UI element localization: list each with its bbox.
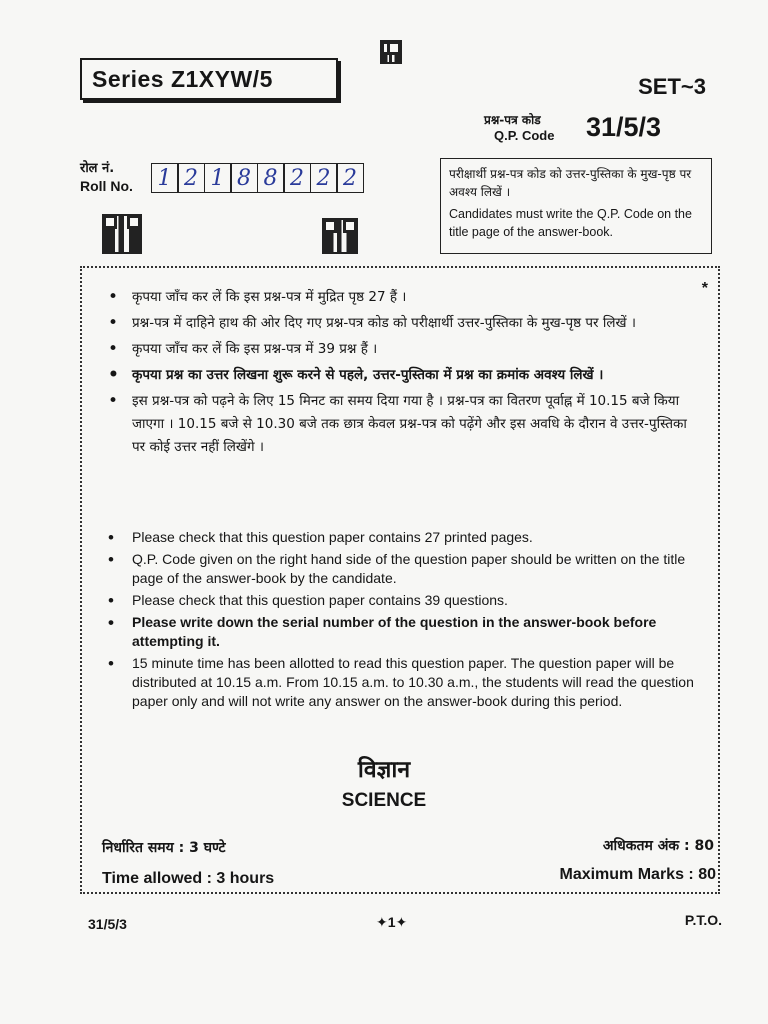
roll-digit: 8 <box>230 163 258 193</box>
max-marks-hindi: अधिकतम अंक : 80 <box>602 838 714 854</box>
qp-code-value: 31/5/3 <box>586 112 662 142</box>
series-label: Series Z1XYW/5 <box>92 65 273 92</box>
set-label: SET~3 <box>638 74 706 99</box>
roll-digit: 2 <box>310 163 338 193</box>
qr-code-top <box>380 40 402 64</box>
qp-code-note-box <box>440 158 712 254</box>
time-allowed-hindi: निर्धारित समय : 3 घण्टे <box>102 840 226 856</box>
page-number: ✦1✦ <box>376 914 408 930</box>
series-box <box>80 58 338 100</box>
roll-digit: 2 <box>336 163 364 193</box>
instruction-item: • कृपया जाँच कर लें कि इस प्रश्न-पत्र में 39 प्रश्न हैं । <box>104 338 702 361</box>
instruction-item: • कृपया जाँच कर लें कि इस प्रश्न-पत्र में मुद्रित पृष्ठ 27 हैं । <box>104 286 702 309</box>
roll-digit: 8 <box>257 163 285 193</box>
roll-label-hindi: रोल नं. <box>80 161 115 176</box>
instruction-item: • Please check that this question paper contains 27 printed pages. <box>104 528 702 547</box>
pto-label: P.T.O. <box>684 912 722 928</box>
instruction-item: • 15 minute time has been allotted to read this question paper. The question paper will be distributed at 10.15 a.m. From 10.15 a.m. to 10.30 a.m., the students will read the question paper only and will not write any answer on the answer-book during this period. <box>104 654 702 711</box>
roll-digit: 2 <box>177 163 205 193</box>
instruction-item: • कृपया प्रश्न का उत्तर लिखना शुरू करने से पहले, उत्तर-पुस्तिका में प्रश्न का क्रमांक अवश्य लिखें । <box>104 364 702 387</box>
subject-hindi: विज्ञान <box>357 757 411 783</box>
roll-number-boxes <box>152 163 364 193</box>
instruction-item: • Please check that this question paper contains 39 questions. <box>104 591 702 610</box>
instructions-hindi <box>104 286 702 462</box>
roll-digit: 1 <box>151 163 179 193</box>
roll-digit: 1 <box>204 163 232 193</box>
max-marks: Maximum Marks : 80 <box>559 866 716 883</box>
subject-english: SCIENCE <box>341 790 427 811</box>
qr-code-center <box>322 218 358 254</box>
instruction-item: • Please write down the serial number of the question in the answer-book before attempting it. <box>104 613 702 651</box>
qp-code-label-hindi: प्रश्न-पत्र कोड <box>484 113 541 127</box>
instruction-item: • इस प्रश्न-पत्र को पढ़ने के लिए 15 मिनट का समय दिया गया है । प्रश्न-पत्र का वितरण पूर्वाह्न में 10.15 बजे किया जाएगा । 10.15 बजे से 10.30 बजे तक छात्र केवल प्रश्न-पत्र को पढ़ेंगे और इस अवधि के दौरान वे उत्तर-पुस्तिका पर कोई उत्तर नहीं लिखेंगे । <box>104 390 702 459</box>
instruction-item: • प्रश्न-पत्र में दाहिने हाथ की ओर दिए गए प्रश्न-पत्र कोड को परीक्षार्थी उत्तर-पुस्तिका के मुख-पृष्ठ पर लिखें । <box>104 312 702 335</box>
note-hindi: परीक्षार्थी प्रश्न-पत्र कोड को उत्तर-पुस्तिका के मुख-पृष्ठ पर अवश्य लिखें । <box>449 167 692 199</box>
qp-code-label: Q.P. Code <box>494 128 555 143</box>
star-mark: * <box>701 280 708 297</box>
time-allowed: Time allowed : 3 hours <box>102 870 275 887</box>
roll-label: Roll No. <box>80 178 133 194</box>
instructions-english <box>104 528 702 714</box>
instruction-item: • Q.P. Code given on the right hand side of the question paper should be written on the title page of the answer-book by the candidate. <box>104 550 702 588</box>
note-english: Candidates must write the Q.P. Code on the title page of the answer-book. <box>449 207 692 239</box>
footer-code: 31/5/3 <box>88 916 127 932</box>
qr-code-left <box>102 214 142 254</box>
roll-digit: 2 <box>283 163 311 193</box>
